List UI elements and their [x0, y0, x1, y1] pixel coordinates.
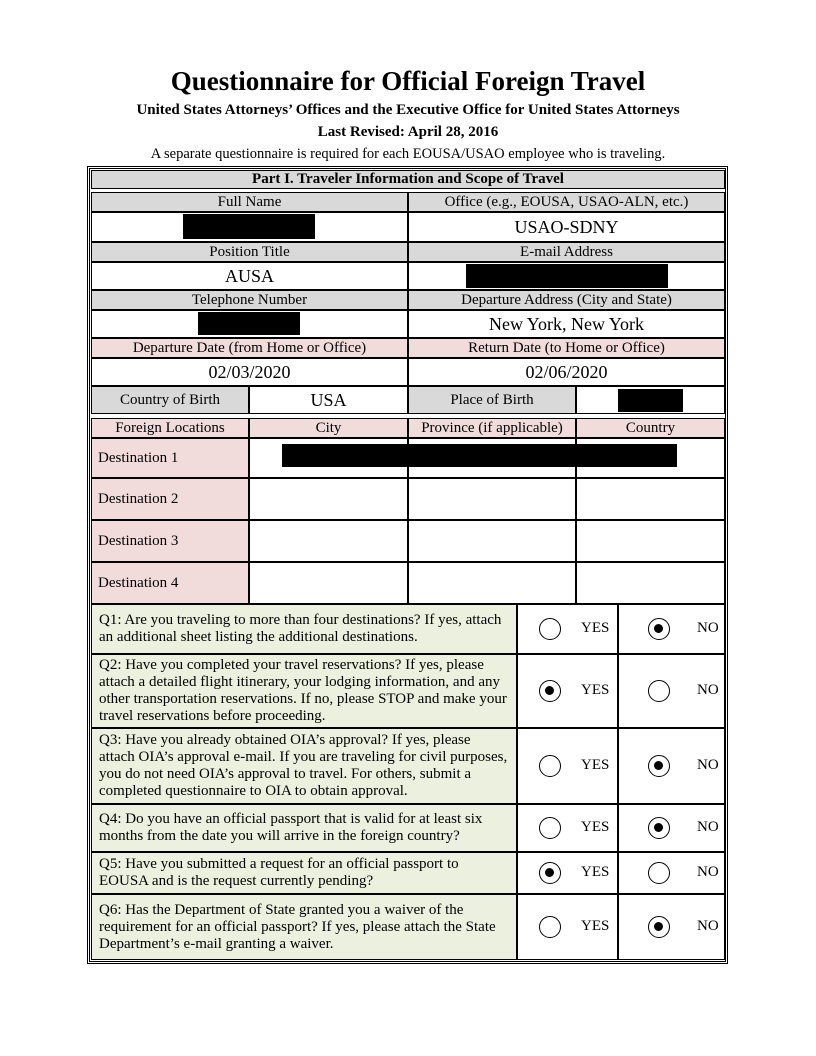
redaction-destination-1 — [282, 444, 677, 467]
question-3-yes-radio[interactable] — [539, 755, 561, 777]
no-label: NO — [697, 682, 719, 698]
page-subtitle: United States Attorneys’ Offices and the Executive Office for United States Attorneys — [136, 102, 680, 118]
no-label: NO — [697, 819, 719, 835]
yes-label: YES — [581, 620, 610, 636]
departure-address-field[interactable]: New York, New York — [408, 310, 725, 338]
question-1-no-radio[interactable] — [648, 618, 670, 640]
email-label: E-mail Address — [408, 242, 725, 262]
full-name-label: Full Name — [91, 192, 408, 212]
question-text: Q5: Have you submitted a request for an official passport to EOUSA and is the request currently pending? — [99, 856, 459, 889]
question-5-no-radio[interactable] — [648, 862, 670, 884]
destination-2-province[interactable] — [408, 478, 576, 520]
departure-date-field[interactable]: 02/03/2020 — [91, 358, 408, 386]
telephone-label: Telephone Number — [91, 290, 408, 310]
return-date-label: Return Date (to Home or Office) — [408, 338, 725, 358]
foreign-locations-header: Foreign Locations — [91, 418, 249, 438]
destination-4-city[interactable] — [249, 562, 408, 604]
yes-label: YES — [581, 864, 610, 880]
redaction-place-of-birth — [618, 389, 683, 412]
yes-label: YES — [581, 819, 610, 835]
question-6 — [91, 894, 517, 960]
yes-label: YES — [581, 918, 610, 934]
province-header: Province (if applicable) — [408, 418, 576, 438]
departure-date-label: Departure Date (from Home or Office) — [91, 338, 408, 358]
departure-address-label: Departure Address (City and State) — [408, 290, 725, 310]
question-6-yes-radio[interactable] — [539, 916, 561, 938]
place-of-birth-label: Place of Birth — [408, 386, 576, 414]
no-label: NO — [697, 757, 719, 773]
question-3-no-radio[interactable] — [648, 755, 670, 777]
question-1-yes-radio[interactable] — [539, 618, 561, 640]
country-header: Country — [576, 418, 725, 438]
destination-2-city[interactable] — [249, 478, 408, 520]
redaction-full-name — [183, 214, 315, 239]
yes-label: YES — [581, 682, 610, 698]
question-4 — [91, 804, 517, 852]
city-header: City — [249, 418, 408, 438]
question-4-yes-radio[interactable] — [539, 817, 561, 839]
question-text: Q2: Have you completed your travel reservations? If yes, please attach a detailed flight itinerary, your lodging information, and any other transportation reservations. If no, please STOP and make your travel reservations before proceeding. — [99, 657, 507, 724]
page-title: Questionnaire for Official Foreign Travel — [170, 66, 646, 96]
no-label: NO — [697, 620, 719, 636]
question-2 — [91, 654, 517, 728]
question-5 — [91, 852, 517, 894]
question-6-no-radio[interactable] — [648, 916, 670, 938]
destination-4-province[interactable] — [408, 562, 576, 604]
question-2-yes-radio[interactable] — [539, 680, 561, 702]
yes-label: YES — [581, 757, 610, 773]
destination-3-label: Destination 3 — [91, 520, 249, 562]
redaction-telephone — [198, 312, 300, 335]
position-title-field[interactable]: AUSA — [91, 262, 408, 290]
no-label: NO — [697, 918, 719, 934]
destination-3-province[interactable] — [408, 520, 576, 562]
part1-heading: Part I. Traveler Information and Scope of Travel — [91, 170, 725, 189]
question-text: Q6: Has the Department of State granted you a waiver of the requirement for an official passport? If yes, please attach the State Department’s e-mail granting a waiver. — [99, 901, 496, 952]
question-1 — [91, 604, 517, 654]
destination-2-label: Destination 2 — [91, 478, 249, 520]
country-of-birth-label: Country of Birth — [91, 386, 249, 414]
destination-2-country[interactable] — [576, 478, 725, 520]
question-text: Q1: Are you traveling to more than four destinations? If yes, attach an additional sheet listing the additional destinations. — [99, 612, 502, 645]
question-text: Q4: Do you have an official passport that is valid for at least six months from the date you will arrive in the foreign country? — [99, 811, 483, 844]
return-date-field[interactable]: 02/06/2020 — [408, 358, 725, 386]
no-label: NO — [697, 864, 719, 880]
question-3 — [91, 728, 517, 804]
destination-3-city[interactable] — [249, 520, 408, 562]
revision-date: Last Revised: April 28, 2016 — [317, 124, 499, 140]
destination-4-country[interactable] — [576, 562, 725, 604]
destination-4-label: Destination 4 — [91, 562, 249, 604]
position-title-label: Position Title — [91, 242, 408, 262]
redaction-email — [466, 264, 668, 288]
country-of-birth-field[interactable]: USA — [249, 386, 408, 414]
destination-1-label: Destination 1 — [91, 438, 249, 478]
question-2-no-radio[interactable] — [648, 680, 670, 702]
question-5-yes-radio[interactable] — [539, 862, 561, 884]
office-field[interactable]: USAO-SDNY — [408, 212, 725, 242]
separate-note: A separate questionnaire is required for each EOUSA/USAO employee who is traveling. — [150, 146, 666, 162]
destination-3-country[interactable] — [576, 520, 725, 562]
question-4-no-radio[interactable] — [648, 817, 670, 839]
question-text: Q3: Have you already obtained OIA’s approval? If yes, please attach OIA’s approval e-mail. If you are traveling for civil purposes, you do not need OIA’s approval to travel. For others, submit a completed questionnaire to OIA to obtain approval. — [99, 732, 508, 799]
office-label: Office (e.g., EOUSA, USAO-ALN, etc.) — [408, 192, 725, 212]
